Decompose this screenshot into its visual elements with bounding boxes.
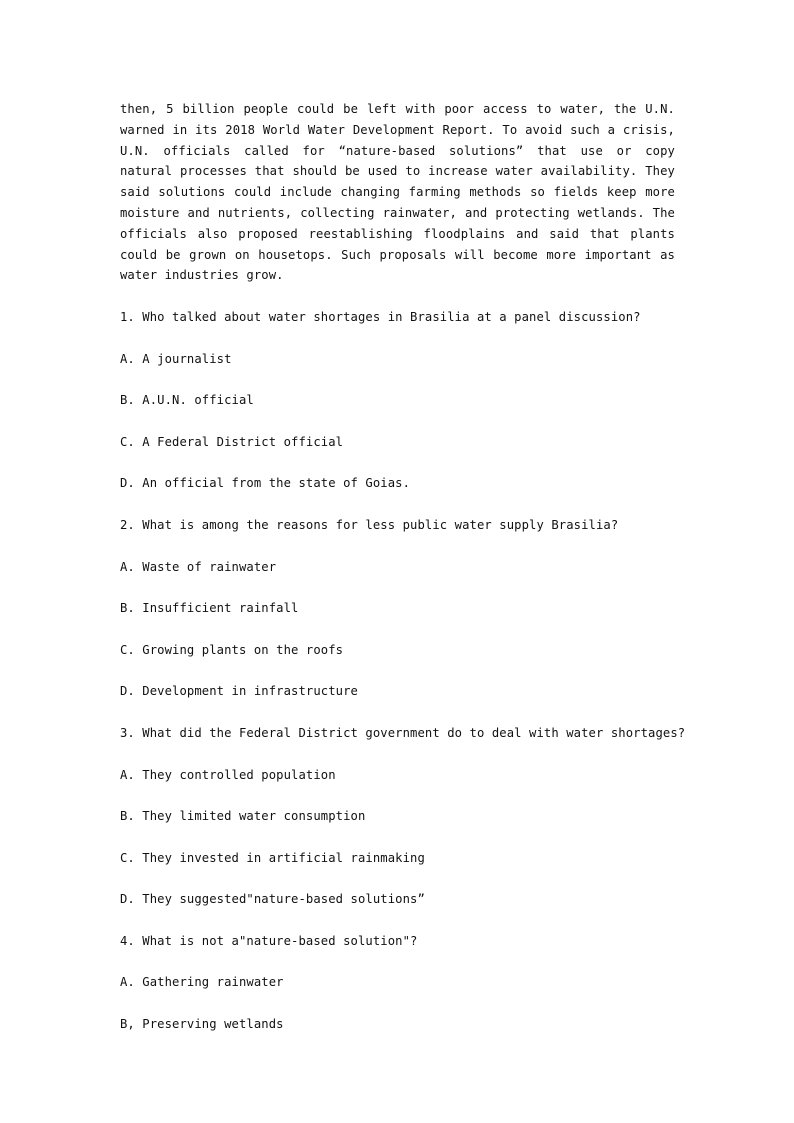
- question-1-option-c: C. A Federal District official: [120, 434, 344, 449]
- question-4-option-a: A. Gathering rainwater: [120, 975, 284, 990]
- question-2-option-c: C. Growing plants on the roofs: [120, 642, 344, 657]
- question-2-option-b: B. Insufficient rainfall: [120, 601, 299, 616]
- question-3: 3. What did the Federal District government do to deal with water shortages?: [120, 725, 686, 740]
- passage-paragraph: then, 5 billion people could be left with poor access to water, the U.N. warned in its 2018 World Water Development Report. To avoid such a crisis, U.N. officials called for “nature-based solutions” that use or copy natural processes that should be used to increase water availability. They said solutions could include changing farming methods so fields keep more moisture and nutrients, collecting rainwater, and protecting wetlands. The officials also proposed reestablishing floodplains and said that plants could be grown on housetops. Such proposals will become more important as water industries grow.: [120, 102, 675, 283]
- question-3-option-b: B. They limited water consumption: [120, 809, 366, 824]
- question-4-option-b: B, Preserving wetlands: [120, 1017, 284, 1032]
- question-1-option-a: A. A journalist: [120, 351, 232, 366]
- question-3-option-c: C. They invested in artificial rainmaking: [120, 850, 425, 865]
- question-2: 2. What is among the reasons for less public water supply Brasilia?: [120, 517, 619, 532]
- question-3-option-a: A. They controlled population: [120, 767, 336, 782]
- question-1-option-d: D. An official from the state of Goias.: [120, 476, 411, 491]
- document-page: [120, 99, 686, 1035]
- question-2-option-a: A. Waste of rainwater: [120, 559, 277, 574]
- question-1-option-b: B. A.U.N. official: [120, 393, 254, 408]
- question-2-option-d: D. Development in infrastructure: [120, 684, 358, 699]
- question-1: 1. Who talked about water shortages in Brasilia at a panel discussion?: [120, 309, 641, 324]
- question-3-option-d: D. They suggested"nature-based solutions”: [120, 892, 425, 907]
- question-4: 4. What is not a"nature-based solution"?: [120, 933, 418, 948]
